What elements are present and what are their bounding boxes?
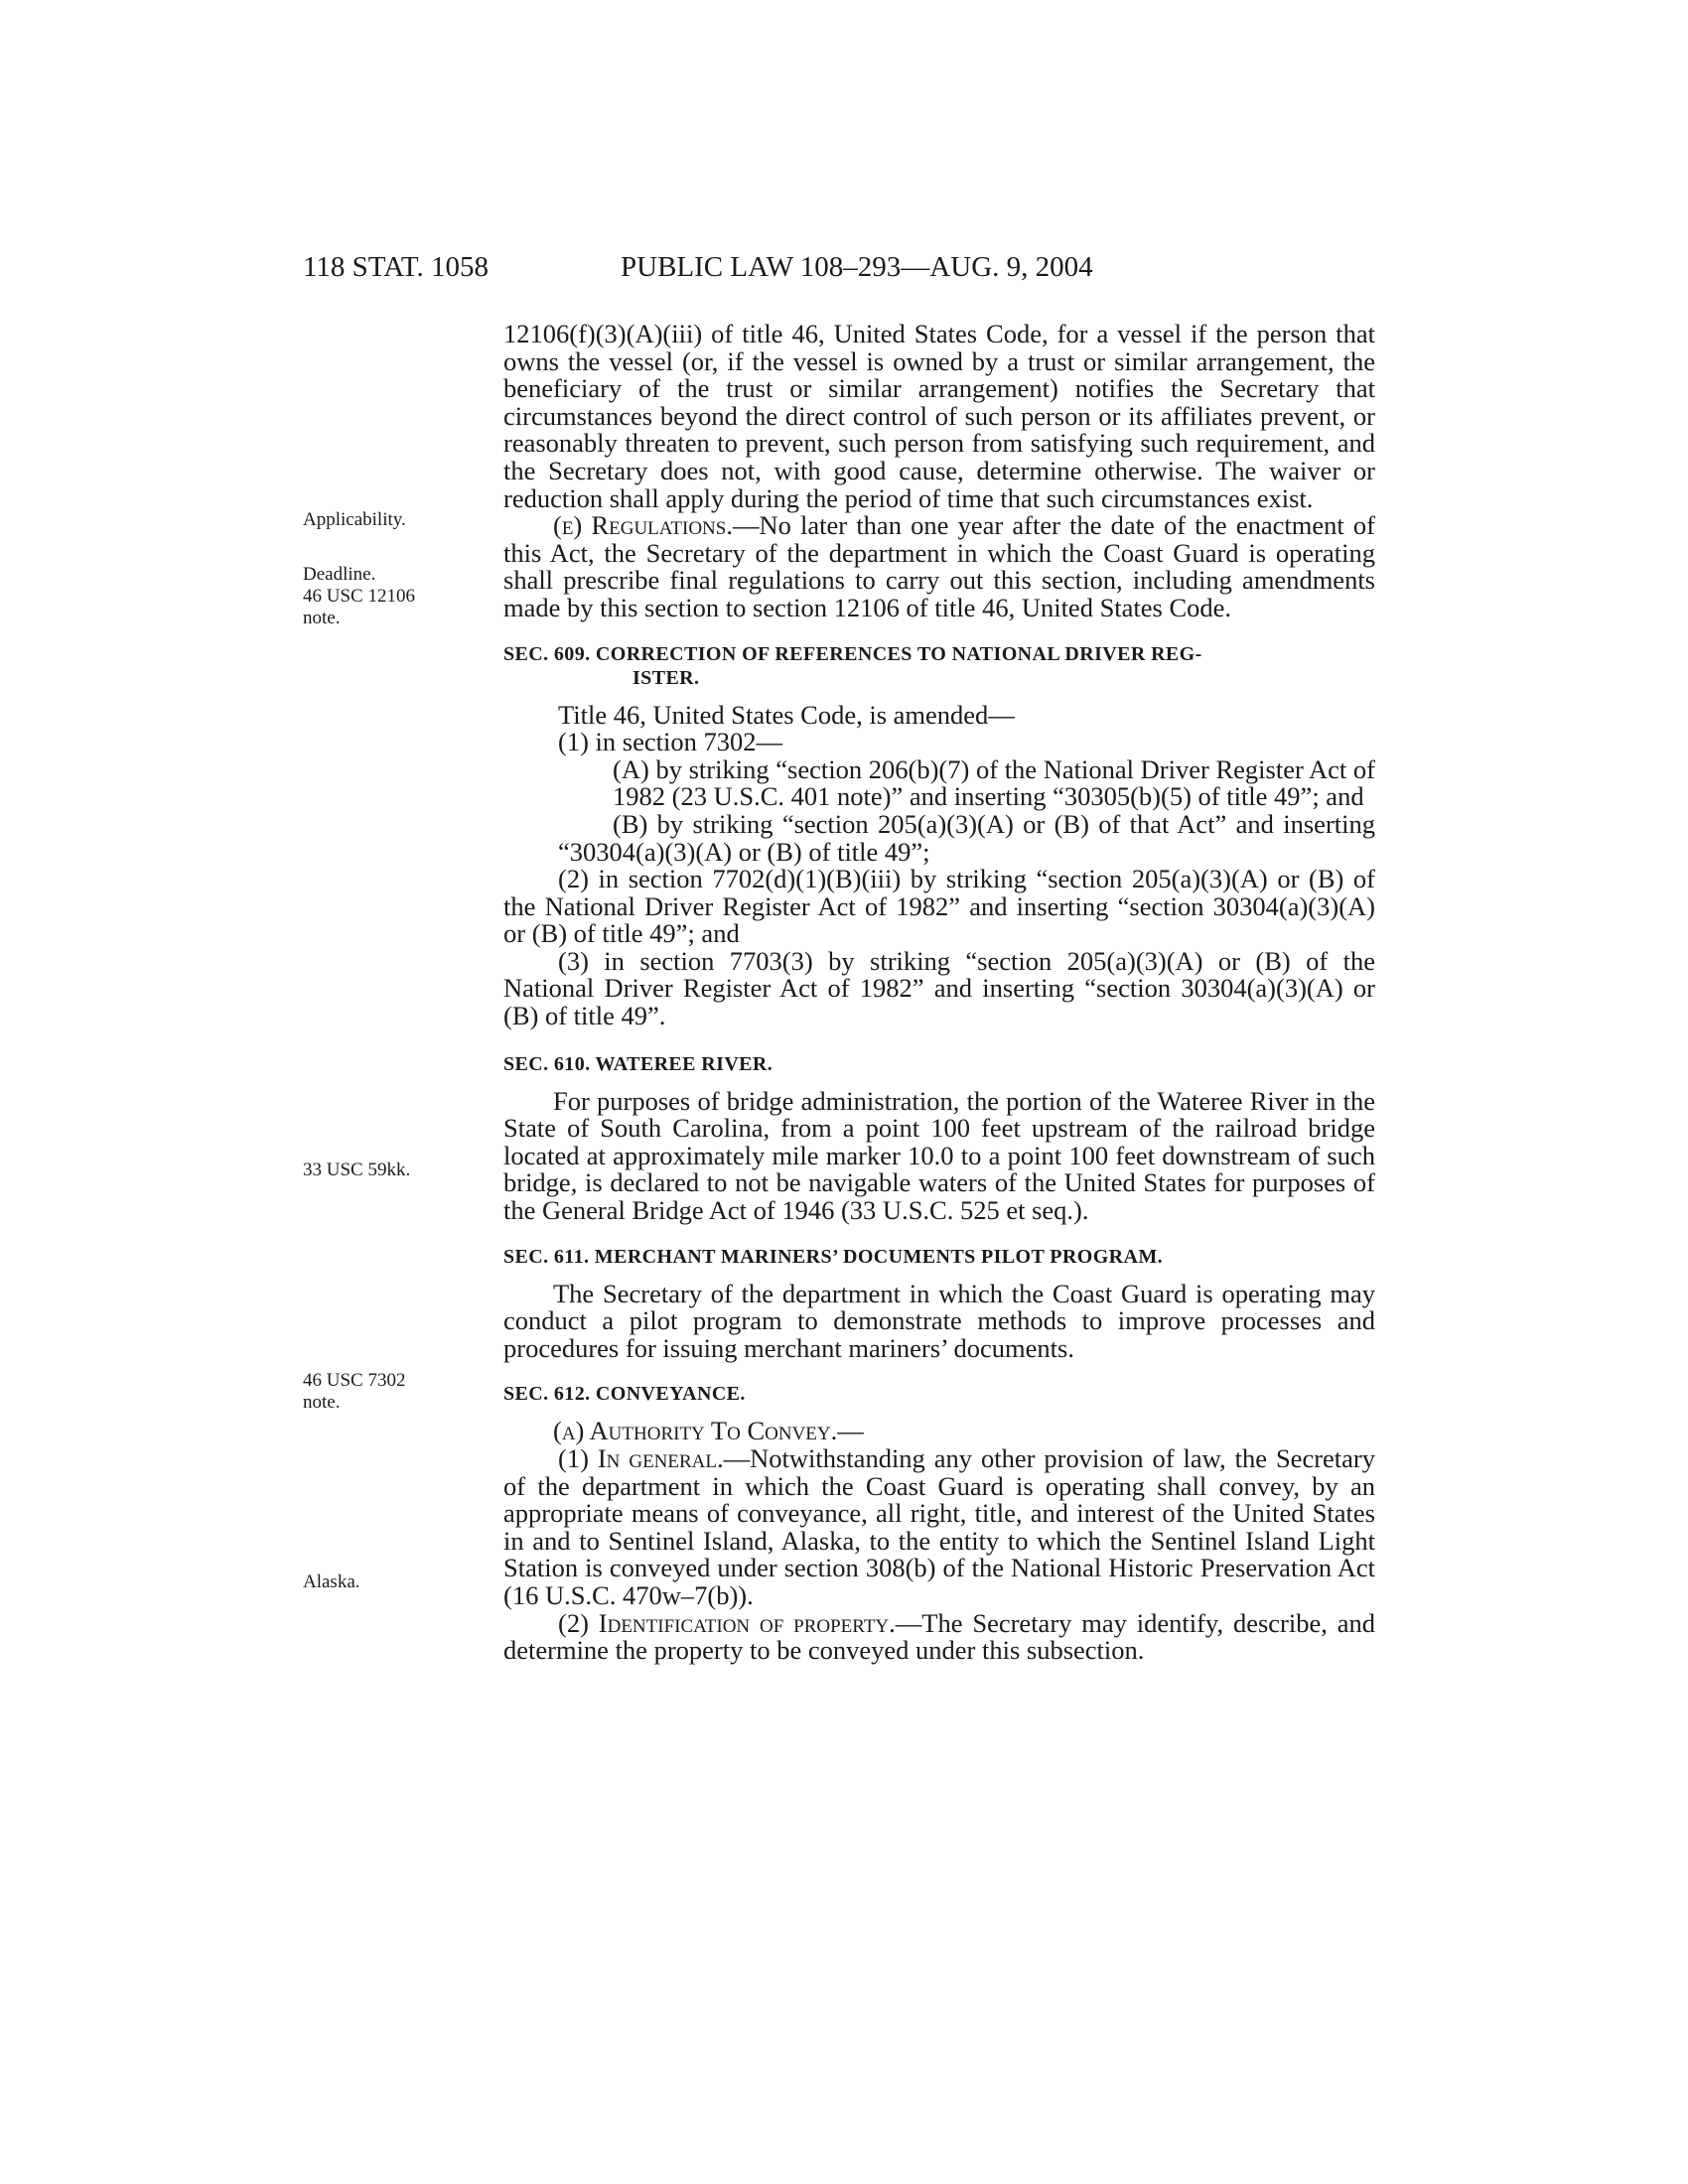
sec609-heading-line2: ISTER.: [633, 666, 700, 689]
sec609-heading-line1: SEC. 609. CORRECTION OF REFERENCES TO NATIONAL DRIVER REG-: [503, 642, 1202, 665]
sec609-item-3: (3) in section 7703(3) by striking “section 205(a)(3)(A) or (B) of the National Driver Register Act of 1982” and inserting “section 30304(a)(3)(A) or (B) of title 49”.: [503, 945, 1375, 1031]
sec609-item-1a: [503, 753, 1375, 812]
sec612-a1: [449, 1445, 1375, 1610]
sec612-a1-text: —Notwithstanding any other provision of law, the Secretary of the department in which the Coast Guard is operating shall convey, by an appropriate means of conveyance, all right, title, and interest of the United States in and to Sentinel Island, Alaska, to the entity to which the Sentinel Island Light Station is conveyed under section 308(b) of the National Historic Preservation Act (16 U.S.C. 470w–7(b)).: [503, 1443, 1375, 1610]
sec612-subsection-a: [503, 1418, 1375, 1445]
body-text: [503, 321, 1375, 1665]
margin-note-sec612: Alaska.: [303, 1571, 360, 1592]
sec609-item-1b: [503, 808, 1375, 867]
sec612-a-label: (a) Authority To Convey.—: [553, 1416, 864, 1446]
sec612-a2: [449, 1607, 1375, 1666]
continuation-paragraph: 12106(f)(3)(A)(iii) of title 46, United States Code, for a vessel if the person that owns the vessel (or, if the vessel is owned by a trust or similar arrangement, the beneficiary of the trust or similar arrangement) notifies the Secretary that circumstances beyond the direct control of such person or its affiliates prevent, or reasonably threaten to prevent, such person from satisfying such requirement, and the Secretary does not, with good cause, determine otherwise. The waiver or reduction shall apply during the period of time that such circumstances exist.: [503, 319, 1375, 513]
sec611-heading: SEC. 611. MERCHANT MARINERS’ DOCUMENTS PILOT PROGRAM.: [503, 1245, 1164, 1268]
sec609-heading: [503, 642, 1375, 690]
sec612-a2-label: (2) Identification of property.: [558, 1607, 896, 1638]
sec612-a1-label: (1) In general.: [558, 1443, 724, 1473]
regulations-text: —No later than one year after the date of the enactment of this Act, the Secretary of the department in which the Coast Guard is operating shall prescribe final regulations to carry out this section, including amendments made by this section to section 12106 of title 46, United States Code.: [503, 510, 1375, 622]
sec612-a2-text: —The Secretary may identify, describe, and determine the property to be conveyed under this subsection.: [503, 1607, 1375, 1666]
margin-note-sec611: [303, 1370, 462, 1414]
sec609-item-2: (2) in section 7702(d)(1)(B)(iii) by striking “section 205(a)(3)(A) or (B) of the National Driver Register Act of 1982” and inserting “section 30304(a)(3)(A) or (B) of title 49”; and: [503, 864, 1375, 949]
margin-note-sec611-note: note.: [303, 1392, 341, 1413]
margin-note-deadline-label: Deadline.: [303, 564, 376, 585]
sec612-heading: SEC. 612. CONVEYANCE.: [503, 1383, 746, 1406]
regulations-paragraph: [503, 512, 1375, 621]
sec611-text: The Secretary of the department in which the Coast Guard is operating may conduct a pilot program to demonstrate methods to improve processes and procedures for issuing merchant mariners’ documents.: [503, 1278, 1375, 1363]
sec609-intro: Title 46, United States Code, is amended—: [558, 699, 1015, 730]
margin-note-sec611-ref: 46 USC 7302: [303, 1370, 406, 1391]
margin-note-deadline: [303, 564, 462, 629]
sec610-text: For purposes of bridge administration, the portion of the Wateree River in the State of South Carolina, from a point 100 feet upstream of the railroad bridge located at approximately mile marker 10.0 to a point 100 feet downstream of such bridge, is declared to not be navigable waters of the United States for purposes of the General Bridge Act of 1946 (33 U.S.C. 525 et seq.).: [503, 1085, 1375, 1226]
statute-page-number: 118 STAT. 1058: [303, 251, 489, 283]
sec609-item-1: (1) in section 7302—: [558, 727, 782, 757]
margin-note-applicability: Applicability.: [303, 509, 406, 530]
margin-note-deadline-note: note.: [303, 608, 341, 628]
regulations-label: (e) Regulations.: [553, 510, 733, 541]
margin-note-sec610: 33 USC 59kk.: [303, 1160, 411, 1180]
sec609-item-1a-text: (A) by striking “section 206(b)(7) of the National Driver Register Act of 1982 (23 U.S.C. 401 note)” and inserting “30305(b)(5) of title 49”; and: [613, 753, 1375, 812]
sec610-heading: SEC. 610. WATEREE RIVER.: [503, 1052, 774, 1075]
sec609-item-1b-text: (B) by striking “section 205(a)(3)(A) or (B) of that Act” and inserting “30304(a)(3)(A) or (B) of title 49”;: [558, 808, 1375, 867]
public-law-title: PUBLIC LAW 108–293—AUG. 9, 2004: [621, 251, 1093, 283]
margin-note-deadline-ref: 46 USC 12106: [303, 586, 415, 607]
